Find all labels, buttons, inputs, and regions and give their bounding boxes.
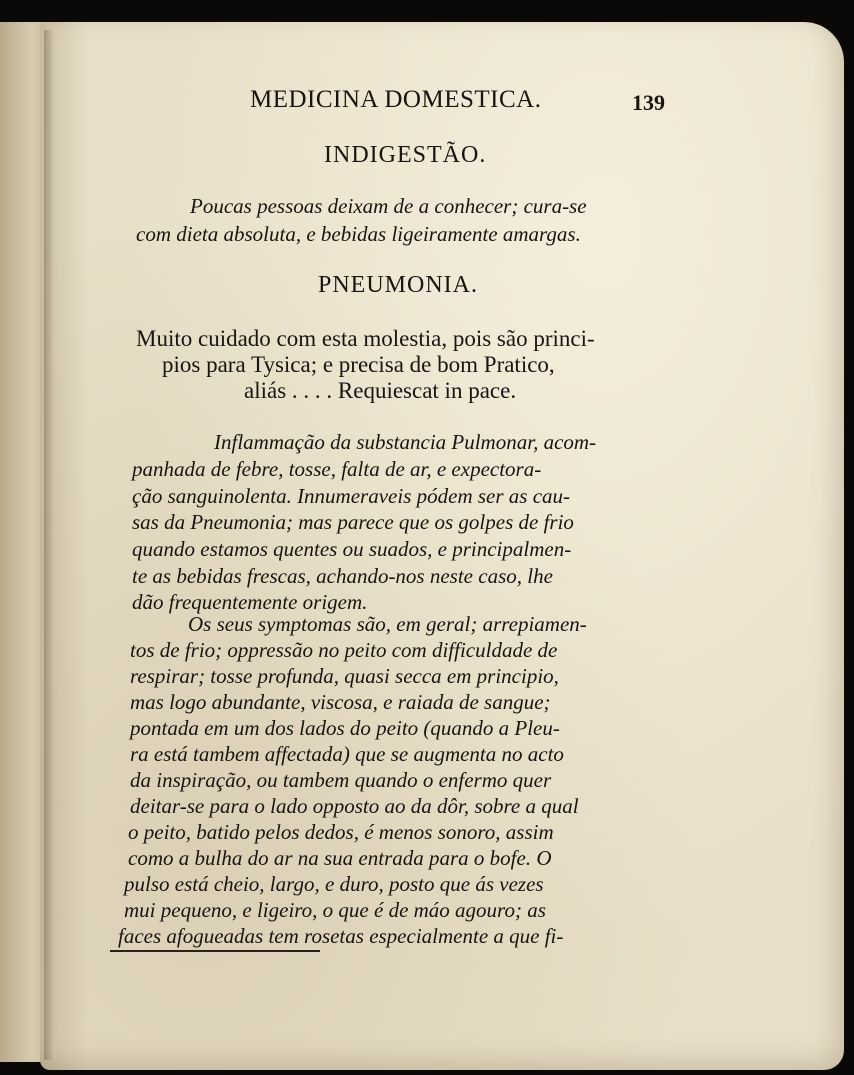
running-title: MEDICINA DOMESTICA. [250, 86, 542, 113]
text-line: pulso está cheio, largo, e duro, posto que ás vezes [124, 872, 544, 896]
page-gutter [44, 30, 54, 1060]
text-line: pontada em um dos lados do peito (quando a Pleu- [130, 716, 560, 740]
text-line: Muito cuidado com esta molestia, pois são princi- [136, 326, 595, 351]
text-line: tos de frio; oppressão no peito com difficuldade de [130, 638, 558, 662]
text-line: aliás . . . . Requiescat in pace. [244, 378, 517, 403]
text-line: faces afogueadas tem rosetas especialmente a que fi- [118, 924, 564, 948]
text-line: quando estamos quentes ou suados, e principalmen- [132, 537, 572, 561]
text-line: o peito, batido pelos dedos, é menos sonoro, assim [128, 820, 554, 844]
section-heading-indigestao: INDIGESTÃO. [324, 142, 487, 168]
text-line: Os seus symptomas são, em geral; arrepiamen- [188, 612, 587, 636]
underline-rule [110, 950, 320, 952]
text-line: ção sanguinolenta. Innumeraveis pódem ser as cau- [132, 484, 571, 508]
text-line: sas da Pneumonia; mas parece que os golpes de frio [132, 510, 574, 534]
text-line: deitar-se para o lado opposto ao da dôr, sobre a qual [130, 794, 579, 818]
text-line: respirar; tosse profunda, quasi secca em principio, [130, 664, 559, 688]
text-line: panhada de febre, tosse, falta de ar, e expectora- [132, 457, 542, 481]
text-line: como a bulha do ar na sua entrada para o bofe. O [128, 846, 552, 870]
text-line: dão frequentemente origem. [132, 590, 368, 614]
text-line: te as bebidas frescas, achando-nos neste caso, lhe [132, 564, 553, 588]
text-line: pios para Tysica; e precisa de bom Pratico, [162, 352, 555, 377]
section-heading-pneumonia: PNEUMONIA. [318, 272, 478, 298]
text-line: mas logo abundante, viscosa, e raiada de sangue; [130, 690, 551, 714]
text-line: da inspiração, ou tambem quando o enfermo quer [130, 768, 552, 792]
text-line: com dieta absoluta, e bebidas ligeiramente amargas. [136, 222, 581, 246]
text-line: ra está tambem affectada) que se augmenta no acto [130, 742, 564, 766]
text-line: mui pequeno, e ligeiro, o que é de máo agouro; as [124, 898, 546, 922]
text-line: Inflammação da substancia Pulmonar, acom- [214, 430, 597, 454]
text-line: Poucas pessoas deixam de a conhecer; cura-se [190, 194, 587, 218]
page-number: 139 [632, 90, 665, 115]
